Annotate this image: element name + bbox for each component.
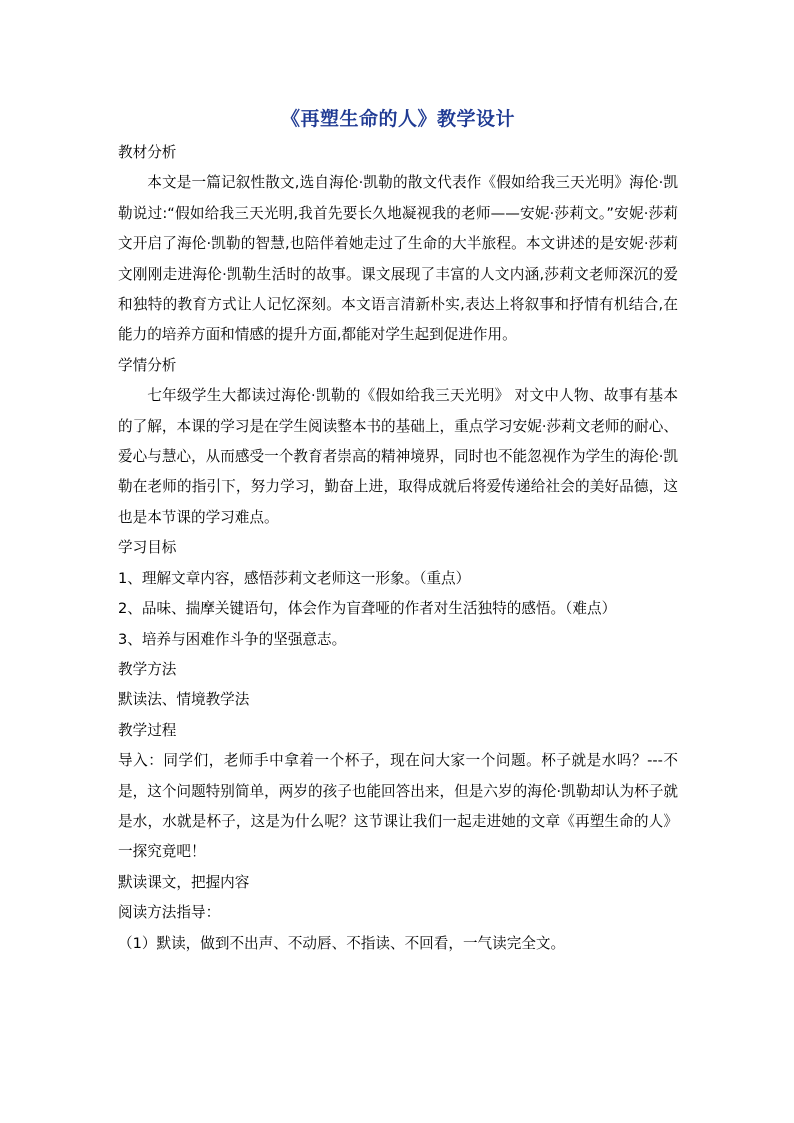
learning-goal-item: 1、理解文章内容，感悟莎莉文老师这一形象。（重点）	[118, 569, 471, 587]
section-heading-teaching-methods: 教学方法	[118, 660, 177, 678]
section-heading-learning-goals: 学习目标	[118, 539, 177, 557]
learning-goal-item: 2、品味、揣摩关键语句，体会作为盲聋哑的作者对生活独特的感悟。（难点）	[118, 600, 617, 618]
document-title: 《再塑生命的人》教学设计	[280, 108, 515, 130]
section-heading-teaching-process: 教学过程	[118, 721, 177, 739]
process-subheading: 默读课文，把握内容	[118, 873, 250, 891]
textbook-analysis-paragraph: 本文是一篇记叙性散文,选自海伦·凯勒的散文代表作《假如给我三天光明》海伦·凯勒说过:“假如给我三天光明,我首先要长久地凝视我的老师——安妮·莎莉文。”安妮·莎莉文开启了海伦·凯勒的智慧,也陪伴着她走过了生命的大半旅程。本文讲述的是安妮·莎莉文刚刚走进海伦·凯勒生活时的故事。课文展现了丰富的人文内涵,莎莉文老师深沉的爱和独特的教育方式让人记忆深刻。本文语言清新朴实,表达上将叙事和抒情有机结合,在能力的培养方面和情感的提升方面,都能对学生起到促进作用。	[118, 174, 678, 344]
reading-method-label: 阅读方法指导：	[118, 904, 221, 922]
section-heading-textbook-analysis: 教材分析	[118, 144, 177, 161]
teaching-method-item: 默读法、情境教学法	[118, 691, 250, 709]
student-analysis-paragraph: 七年级学生大都读过海伦·凯勒的《假如给我三天光明》 对文中人物、故事有基本的了解，本课的学习是在学生阅读整本书的基础上，重点学习安妮·莎莉文老师的耐心、爱心与慧心，从而感受一个教育者崇高的精神境界，同时也不能忽视作为学生的海伦·凯勒在老师的指引下，努力学习，勤奋上进，取得成就后将爱传递给社会的美好品德，这也是本节课的学习难点。	[118, 387, 678, 526]
document-page	[118, 100, 678, 959]
learning-goal-item: 3、培养与困难作斗争的坚强意志。	[118, 630, 347, 648]
section-heading-student-analysis: 学情分析	[118, 356, 177, 374]
reading-step-item: （1）默读，做到不出声、不动唇、不指读、不回看，一气读完全文。	[118, 934, 566, 952]
lesson-intro-paragraph: 导入：同学们，老师手中拿着一个杯子，现在问大家一个问题。杯子就是水吗？---不是，这个问题特别简单，两岁的孩子也能回答出来，但是六岁的海伦·凯勒却认为杯子就是水，水就是杯子，这是为什么呢？这节课让我们一起走进她的文章《再塑生命的人》一探究竟吧！	[118, 752, 678, 861]
